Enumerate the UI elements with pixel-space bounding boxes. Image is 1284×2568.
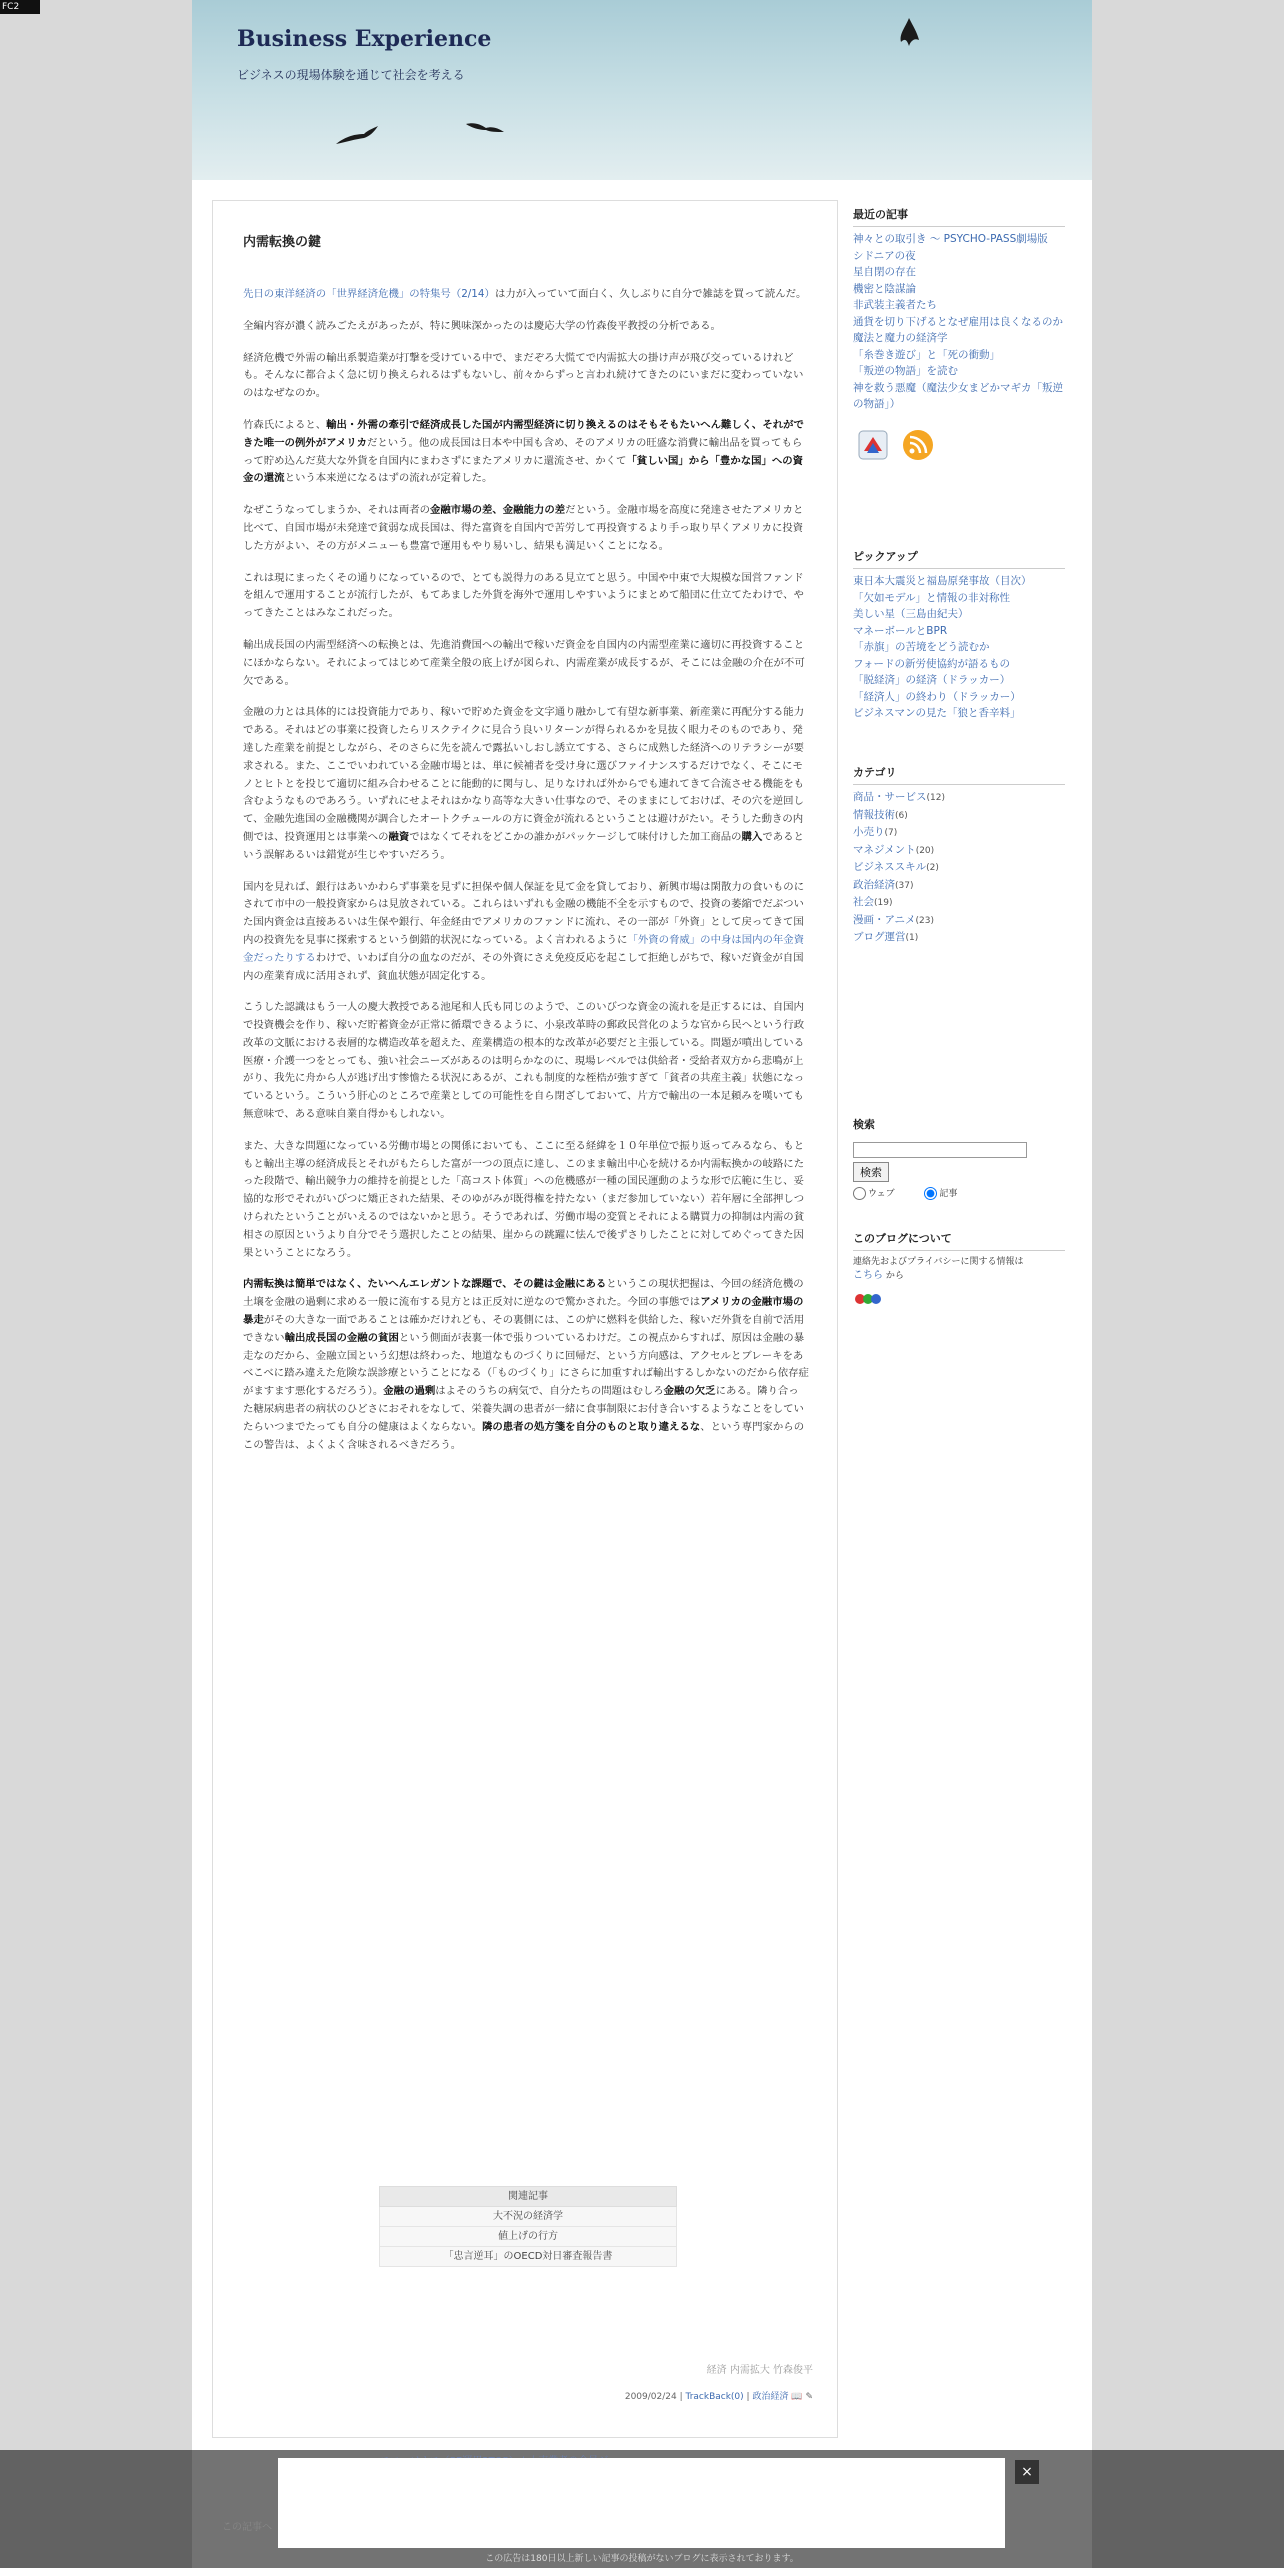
category-link[interactable]: 政治経済 [752,2392,789,2402]
recent-item[interactable]: 機密と陰謀論 [853,282,916,295]
bookmark-icon[interactable]: 📖 [791,2392,803,2402]
pickup-item[interactable]: 「赤旗」の苦境をどう読むか [853,641,990,653]
site-subtitle: ビジネスの現場体験を通じて社会を考える [237,68,465,82]
category-list [853,764,1065,947]
recent-heading: 最近の記事 [853,206,1065,227]
ad-notice: この広告は180日以上新しい記事の投稿がないブログに表示されております。 [485,2554,799,2564]
entry-paragraph: 国内を見れば、銀行はあいかわらず事業を見ずに担保や個人保証を見て金を貸しており、新興市場は閑散力の食いものにされて市中の一般投資家からは見放されている。これらはいずれも金融の機能不全を示すもので、投資の萎縮でだぶついた国内資金は直接あるいは生保や銀行、年金経由でアメリカのファンドに流れ、その一部が「外資」として戻ってきて国内の投資先を見事に探索するという倒錯的状況になっている。よく言われるように「外資の脅威」の中身は国内の年金資金だったりするわけで、いわば自分の血なのだが、その外資にさえ免疫反応を起こして拒絶しがちで、稼いだ資金が自国内の産業育成に活用されず、貧血状態が固定化する。 [243,880,805,982]
pickup-item[interactable]: フォードの新労使協約が語るもの [853,657,1010,670]
bird-icon [464,118,506,136]
clip-icon[interactable]: ✎ [805,2392,813,2402]
entry-paragraph: 竹森氏によると、輸出・外需の牽引で経済成長した国が内需型経済に切り換えるのはそもそもたいへん難しく、それができた唯一の例外がアメリカだという。他の成長国は日本や中国も含め、そのアメリカの旺盛な消費に輸出品を買ってもらって貯め込んだ莫大な外貨を自国内にまわさずにまたアメリカに還流させ、かくて「貧しい国」から「豊かな国」への資金の還流という本来逆になるはずの流れが定着した。 [243,418,804,485]
search-scope: ウェブ 記事 [853,1186,1065,1200]
entry-title[interactable]: 内需転換の鍵 [243,235,322,250]
pickup-item[interactable]: 美しい星（三島由紀夫） [853,608,969,620]
foreign-capital-link[interactable]: 「外資の脅威」の中身は国内の年金資金だったりする [243,933,805,964]
related-item[interactable]: 値上げの行方 [379,2227,677,2247]
category-item[interactable]: 政治経済(37) [853,878,914,891]
category-item[interactable]: 情報技術(6) [853,808,908,821]
blog-badge-icon[interactable] [853,1291,883,1307]
recent-item[interactable]: 神を救う悪魔（魔法少女まどかマギカ「叛逆の物語」） [853,381,1063,410]
rss-feed-icon[interactable] [898,425,938,465]
entry-paragraph: なぜこうなってしまうか、それは両者の金融市場の差、金融能力の差だという。金融市場を高度に発達させたアメリカと比べて、自国市場が未発達で貧弱な成長国は、得た富資を自国内で苦労して再投資するより手っ取り早くアメリカに投資した方がよい、その方がメニューも豊富で運用もやり易いし、結果も満足いくことになる。 [243,504,804,552]
entry-paragraph: こうした認識はもう一人の慶大教授である池尾和人氏も同じのようで、このいびつな資金の流れを是正するには、自国内で投資機会を作り、稼いだ貯蓄資金が正常に循環できるように、小泉改革時の郵政民営化のような官から民へという行政改革の文脈における表層的な構造改革を超えた、産業構造の根本的な改革が必要だと主張している。問題が噴出している医療・介護一つをとっても、強い社会ニーズがあるのは明らかなのに、現場レベルでは供給者・受給者双方から悲鳴が上がり、我先に舟から人が逃げ出す惨憺たる状況にあるが、これも制度的な桎梏が強すぎて「貧者の共産主義」状態になっているという。こういう肝心のところで産業としての可能性を自ら閉ざしておいて、片方で輸出の一本足頼みを嘆いても無意味で、ある意味自業自得かもしれない。 [243,1001,805,1121]
recent-entries [853,206,1065,469]
about-blog: このブログについて 連絡先およびプライバシーに関する情報は こちら から [853,1230,1065,1311]
category-item[interactable]: マネジメント(20) [853,843,935,856]
search-input[interactable] [853,1142,1027,1158]
entry-paragraph: 経済危機で外需の輸出系製造業が打撃を受けている中で、まだぞろ大慌てで内需拡大の掛け声が飛び交っているけれども。そんなに都合よく急に切り換えられるはずもないし、前々からずっと言われ続けてきたのにいまだに変わっていないのはなぜなのか。 [243,351,804,400]
entry-paragraph: 先日の東洋経済の「世界経済危機」の特集号（2/14）は力が入っていて面白く、久しぶりに自分で雑誌を買って読んだ。 [243,288,807,300]
category-item[interactable]: 商品・サービス(12) [853,791,945,803]
related-entries [379,2186,677,2267]
related-item[interactable]: 「忠言逆耳」のOECD対日審査報告書 [379,2247,677,2267]
entry-paragraph: また、大きな問題になっている労働市場との関係においても、ここに至る経緯を１０年単位で振り返ってみるなら、もともと輸出主導の経済成長とそれがもたらした富が一つの頂点に達し、このまま輸出中心を続けるか内需転換かの岐路にたった段階で、輸出競争力の維持を前提とした「高コスト体質」への危機感が一種の国民運動のような形で広範に生じ、妥協的な形でそれがいびつに矯正された結果、そのゆがみが既得権を持たない（まだ参加していない）若年層に全部押しつけられたということがいえるのではないかと思う。そうであれば、労働市場の変質とそれによる購買力の抑制は内需の貧相さの原因というより自分でそう選択したことの結果、崖からの跳躍に怯んで後ずさりしたことに対してめぐってきた因果ということになろう。 [243,1139,805,1259]
fc2-badge[interactable]: FC2 [0,0,40,14]
entry-paragraph: 全編内容が濃く読みごたえがあったが、特に興味深かったのは慶応大学の竹森俊平教授の分析である。 [243,319,721,332]
recent-item[interactable]: 「糸巻き遊び」と「死の衝動」 [853,348,1000,361]
ad-banner[interactable] [278,2458,1005,2548]
pickup-item[interactable]: 東日本大震災と福島原発事故（目次） [853,575,1032,587]
bird-icon [897,16,921,60]
pickup-item[interactable]: 「脱経済」の経済（ドラッカー） [853,674,1011,686]
recent-item[interactable]: 星自閉の存在 [853,266,916,278]
entry-paragraph: これは現にまったくその通りになっているので、とても説得力のある見立てと思う。中国や中東で大規模な国営ファンドを組んで運用することが流行したが、もてあました外貨を海外で運用しやすいようにまとめて船団に仕立てたわけで、やってきたことはみなこれだった。 [243,571,804,620]
recent-item[interactable]: 非武装主義者たち [853,299,937,311]
close-icon[interactable]: × [1015,2460,1039,2484]
category-item[interactable]: ブログ運営(1) [853,931,919,943]
entry-tags[interactable]: 経済 内需拡大 竹森俊平 [706,2365,813,2376]
pickup-item[interactable]: 「経済人」の終わり（ドラッカー） [853,690,1021,703]
pickup-item[interactable]: ビジネスマンの見た「狼と香辛料」 [853,707,1021,719]
radio-web[interactable] [853,1187,866,1200]
page [192,0,1092,2568]
pickup-item[interactable]: マネーボールとBPR [853,624,948,637]
search-box [853,1116,1065,1200]
category-heading: カテゴリ [853,764,1065,785]
search-heading: 検索 [853,1118,875,1131]
related-item[interactable]: 大不況の経済学 [379,2207,677,2227]
about-heading: このブログについて [853,1230,1065,1251]
trackback-link[interactable]: TrackBack(0) [685,2392,744,2402]
search-button[interactable]: 検索 [853,1162,889,1182]
entry-paragraph: 内需転換は簡単ではなく、たいへんエレガントな課題で、その鍵は金融にあるというこの現状把握は、今回の経済危機の土壌を金融の過剰に求める一般に流布する見方とは正反対に逆なので驚かされた。今回の事態ではアメリカの金融市場の暴走がその大きな一面であることは確かだけれども、その裏側には、この炉に燃料を供給した、稼いだ外貨を自前で活用できない輸出成長国の金融の貧困という側面が表裏一体で張りついているわけだ。この視点からすれば、原因は金融の暴走なのだから、金融立国という幻想は終わった、地道なものづくりに回帰だ、という方向感は、アクセルとブレーキをあべこべに踏み違えた危険な誤診療ということになる（「ものづくり」にさらに加重すれば輸出するしかないのだから依存症がますます悪化するだろう）。金融の過剰はよそのうちの病気で、自分たちの問題はむしろ金融の欠乏にある。隣り合った糖尿病患者の病状のひどさにおそれをなして、栄養失調の患者が一緒に食事制限にお付き合いするようなことをしていたらいつまでたっても自分の健康はよくならない。隣の患者の処方箋を自分のものと取り違えるな、という専門家からのこの警告は、よくよく含味されるべきだろう。 [243,1278,809,1451]
comment-section-label: この記事へ [222,2522,272,2533]
entry-meta: 2009/02/24 | TrackBack(0) | 政治経済 📖 ✎ [624,2392,813,2402]
header-banner [192,0,1092,180]
pickup-heading: ピックアップ [853,548,1065,569]
site-title[interactable]: Business Experience [237,26,492,52]
bird-icon [334,124,380,146]
radio-entry[interactable] [924,1187,937,1200]
entry-paragraph: 金融の力とは具体的には投資能力であり、稼いで貯めた資金を文字通り融かして有望な新事業、新産業に再配分する能力である。それはどの事業に投資したらリスクテイクに見合う良いリターンが得られるかを見抜く眼力そのものであり、発達した産業を前提としながら、そのさらに先を読んで露払いしおし誘立てする、さらに成熟した経済へのリテラシーが要求される。また、ここでいわれている金融市場とは、単に候補者を受け身に選びファイナンスするだけでなく、そこにモノとヒトとを投じて適切に組み合わせることに能動的に関与し、足りなければ外からでも連れてきて合流させる機能をも含むようなものであろう。いずれにせよそれはかなり高等な大きい仕事なので、そのままにしておけば、その穴を逆回して、金融先進国の金融機関が調合したオートクチュールの方に資金が流れるということは避けがたい。そうした動きの内側では、投資運用とは事業への融資ではなくてそれをどこかの誰かがパッケージして味付けした加工商品の購入であるという誤解あるいは錯覚が生じやすいだろう。 [243,706,805,861]
about-link[interactable]: こちら [853,1270,883,1281]
pickup-item[interactable]: 「欠如モデル」と情報の非対称性 [853,591,1010,604]
recent-item[interactable]: シドニアの夜 [853,249,916,262]
category-item[interactable]: 社会(19) [853,896,893,908]
entry-paragraph: 輸出成長国の内需型経済への転換とは、先進消費国への輸出で稼いだ資金を自国内の内需型産業に適切に再投資することにほかならない。それによってはじめて産業全般の底上げが図られ、内需産業が成長するが、そこには金融の介在が不可欠である。 [243,638,805,687]
recent-item[interactable]: 通貨を切り下げるとなぜ雇用は良くなるのか [853,315,1063,328]
recent-item[interactable]: 魔法と魔力の経済学 [853,332,948,344]
related-heading: 関連記事 [379,2186,677,2207]
entry-container [212,200,838,2438]
bookmark-service-icon[interactable] [853,425,893,465]
recent-item[interactable]: 「叛逆の物語」を読む [853,365,958,377]
entry-date: 2009/02/24 [624,2392,677,2402]
category-item[interactable]: 小売り(7) [853,826,898,838]
pickup-entries [853,548,1065,722]
toyo-keizai-link[interactable]: 先日の東洋経済の「世界経済危機」の特集号（2/14） [243,288,495,300]
category-item[interactable]: ビジネススキル(2) [853,861,939,873]
category-item[interactable]: 漫画・アニメ(23) [853,913,934,926]
recent-item[interactable]: 神々との取引き ～ PSYCHO-PASS劇場版 [853,233,1048,245]
